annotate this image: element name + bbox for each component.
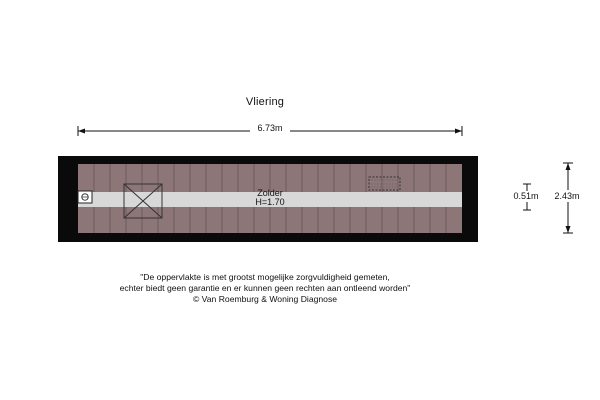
room-height: H=1.70 — [255, 197, 285, 207]
floor-title: Vliering — [245, 96, 285, 108]
headroom-dimension-label: 0.51m — [513, 191, 539, 201]
room-name: Zolder — [257, 188, 283, 198]
width-dimension-label: 6.73m — [257, 123, 283, 133]
copyright-line: © Van Roemburg & Woning Diagnose — [192, 294, 338, 304]
disclaimer-line-1: "De oppervlakte is met grootst mogelijke zorgvuldigheid gemeten, — [140, 272, 390, 282]
disclaimer-line-2: echter biedt geen garantie en er kunnen geen rechten aan ontleend worden" — [119, 283, 411, 293]
boiler-icon — [78, 191, 92, 203]
depth-dimension-label: 2.43m — [554, 191, 580, 201]
disclaimer — [0, 272, 530, 305]
